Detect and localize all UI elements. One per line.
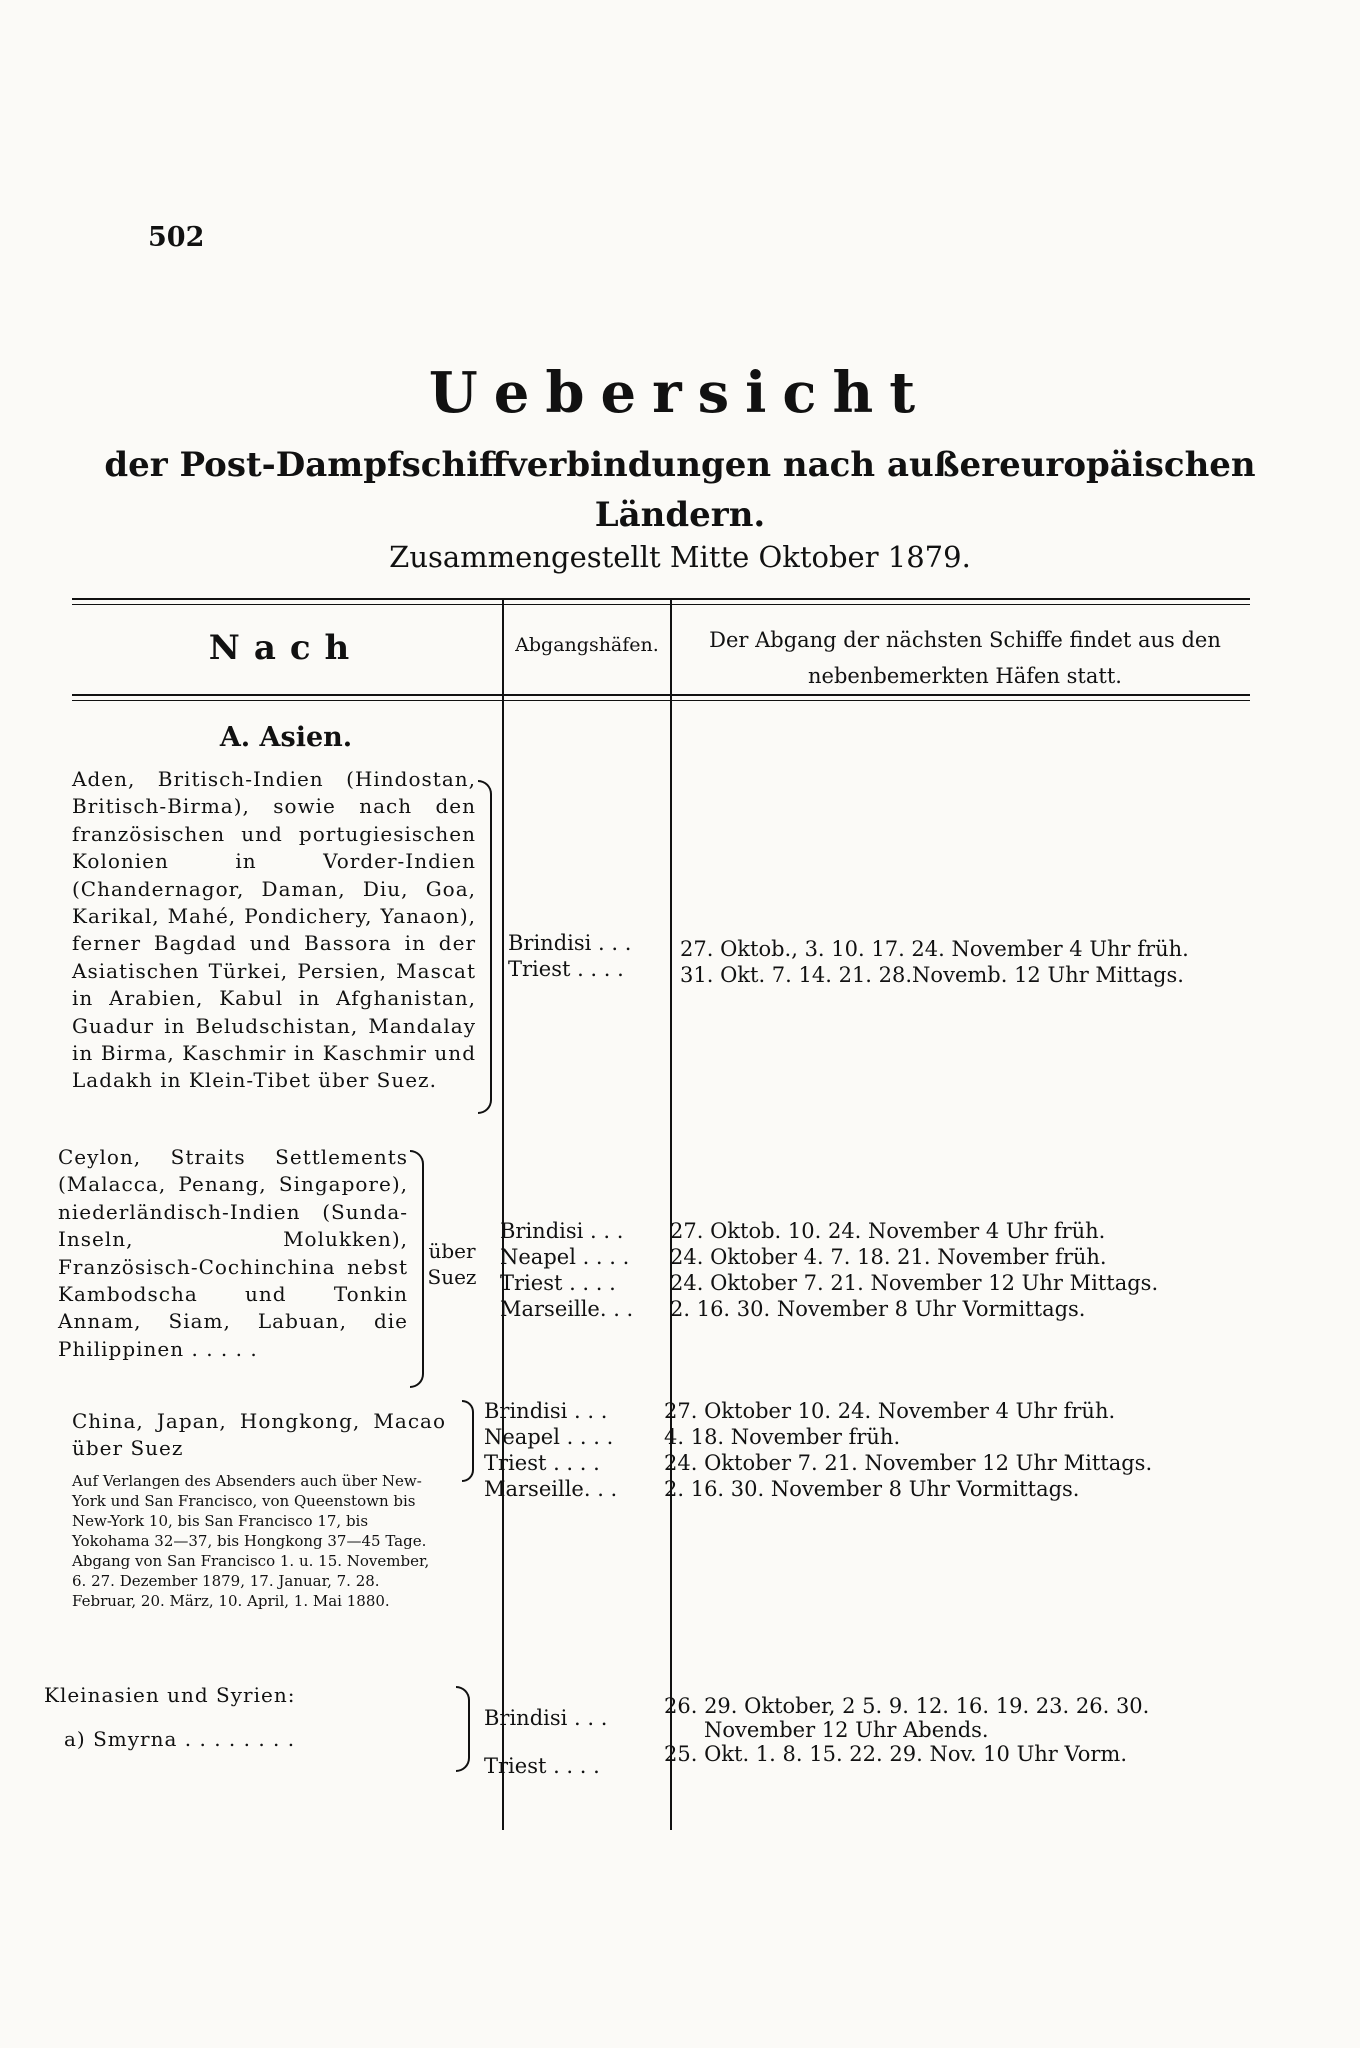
page-title: Uebersicht	[428, 360, 932, 426]
date-row: 27. Oktob., 3. 10. 17. 24. November 4 Uhr früh.	[680, 937, 1189, 961]
port-row: Marseille. . .	[500, 1297, 634, 1321]
dates-ceylon	[670, 1218, 1260, 1322]
brace-aden	[478, 780, 492, 1114]
brace-china	[462, 1400, 474, 1482]
port-row: Brindisi . . .	[484, 1706, 608, 1730]
date-row: 27. Oktob. 10. 24. November 4 Uhr früh.	[670, 1219, 1106, 1243]
destination-china	[72, 1408, 446, 1611]
destination-ceylon: Ceylon, Straits Settlements (Malacca, Penang, Singapore), niederländisch-Indien (Sunda-Inseln, Molukken), Französisch-Cochinchina nebst Kambodscha und Tonkin Annam, Siam, Labuan, die Philippinen . . . . .	[58, 1145, 408, 1361]
brace-smyrna	[456, 1686, 470, 1772]
date-row: 24. Oktober 7. 21. November 12 Uhr Mittags.	[670, 1271, 1159, 1295]
dates-smyrna	[664, 1694, 1260, 1766]
destination-china-text: China, Japan, Hongkong, Macao über Suez	[72, 1409, 446, 1461]
port-row: Neapel . . . .	[500, 1245, 630, 1269]
destination-smyrna: a) Smyrna . . . . . . . .	[64, 1727, 296, 1751]
column-header-haefen: Abgangshäfen.	[515, 634, 659, 656]
footnote-new-york: Auf Verlangen des Absenders auch über New-York und San Francisco, von Queenstown bis New-York 10, bis San Francisco 17, bis Yokohama 32—37, bis Hongkong 37—45 Tage. Abgang von San Francisco 1. u. 15. November, 6. 27. Dezember 1879, 17. Januar, 7. 28. Februar, 20. März, 10. April, 1. Mai 1880.	[72, 1471, 430, 1610]
column-header-abgang: Der Abgang der nächsten Schiffe findet aus den nebenbemerkten Häfen statt.	[709, 628, 1221, 688]
port-row: Marseille. . .	[484, 1477, 618, 1501]
section-title: A. Asien.	[219, 722, 353, 753]
date-row: 4. 18. November früh.	[664, 1425, 901, 1449]
table-top-rule	[72, 598, 1250, 600]
ports-china	[480, 1398, 670, 1502]
date-row: 26. 29. Oktober, 2 5. 9. 12. 16. 19. 23. 26. 30.	[664, 1694, 1150, 1718]
date-row: November 12 Uhr Abends.	[704, 1718, 989, 1742]
compiled-date: Zusammengestellt Mitte Oktober 1879.	[389, 540, 971, 574]
date-row: 2. 16. 30. November 8 Uhr Vormittags.	[670, 1297, 1086, 1321]
page-number: 502	[148, 222, 205, 253]
page-subtitle: der Post-Dampfschiffverbindungen nach außereuropäischen Ländern.	[104, 445, 1256, 535]
destination-kleinasien: Kleinasien und Syrien:	[44, 1683, 296, 1707]
date-row: 24. Oktober 4. 7. 18. 21. November früh.	[670, 1245, 1107, 1269]
column-divider-1	[502, 600, 504, 1830]
ports-smyrna	[480, 1694, 670, 1790]
column-header-nach: Nach	[208, 628, 364, 668]
dates-aden	[680, 936, 1250, 988]
column-divider-2	[670, 600, 672, 1830]
port-row: Brindisi . . .	[508, 931, 632, 955]
date-row: 31. Okt. 7. 14. 21. 28.Novemb. 12 Uhr Mittags.	[680, 963, 1184, 987]
date-row: 25. Okt. 1. 8. 15. 22. 29. Nov. 10 Uhr Vorm.	[664, 1742, 1128, 1766]
port-row: Triest . . . .	[484, 1451, 600, 1475]
ports-aden	[504, 930, 670, 982]
port-row: Triest . . . .	[500, 1271, 616, 1295]
port-row: Brindisi . . .	[484, 1399, 608, 1423]
dates-china	[664, 1398, 1260, 1502]
ports-ceylon	[496, 1218, 670, 1322]
port-row: Triest . . . .	[508, 957, 624, 981]
port-row: Neapel . . . .	[484, 1425, 614, 1449]
table-header-rule-thin	[72, 700, 1250, 701]
date-row: 27. Oktober 10. 24. November 4 Uhr früh.	[664, 1399, 1116, 1423]
date-row: 2. 16. 30. November 8 Uhr Vormittags.	[664, 1477, 1080, 1501]
port-row: Brindisi . . .	[500, 1219, 624, 1243]
destination-aden: Aden, Britisch-Indien (Hindostan, Britisch-Birma), sowie nach den französischen und portugiesischen Kolonien in Vorder-Indien (Chandernagor, Daman, Diu, Goa, Karikal, Mahé, Pondichery, Yanaon), ferner Bagdad und Bassora in der Asiatischen Türkei, Persien, Mascat in Arabien, Kabul in Afghanistan, Guadur in Beludschistan, Mandalay in Birma, Kaschmir in Kaschmir und Ladakh in Klein-Tibet über Suez.	[72, 767, 476, 1093]
port-row: Triest . . . .	[484, 1754, 600, 1778]
table-header-rule	[72, 694, 1250, 696]
via-suez: über Suez	[427, 1239, 477, 1289]
date-row: 24. Oktober 7. 21. November 12 Uhr Mittags.	[664, 1451, 1153, 1475]
table-top-rule-thin	[72, 604, 1250, 605]
